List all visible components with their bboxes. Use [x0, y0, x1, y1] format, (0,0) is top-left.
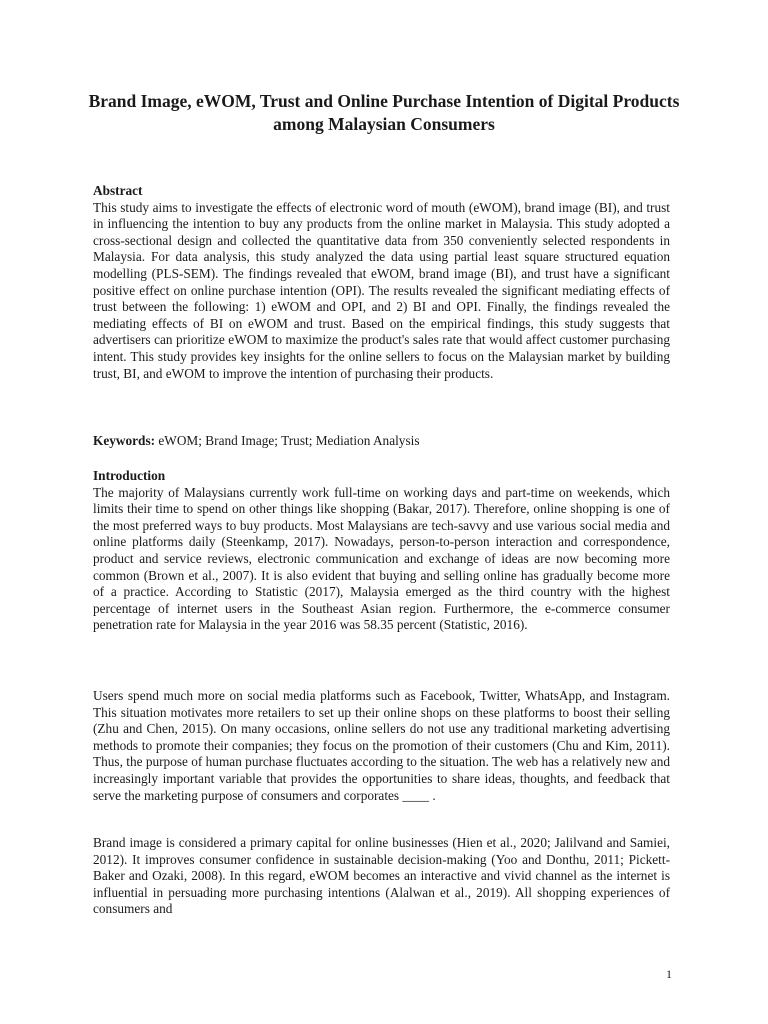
keywords-line — [93, 433, 670, 450]
paper-title: Brand Image, eWOM, Trust and Online Purchase Intention of Digital Products among Malaysian Consumers — [88, 91, 680, 134]
abstract-heading: Abstract — [93, 183, 143, 198]
keywords-text: eWOM; Brand Image; Trust; Mediation Analysis — [155, 433, 420, 448]
page-number: 1 — [666, 967, 672, 981]
paragraph-block — [93, 835, 670, 918]
abstract-text: This study aims to investigate the effects of electronic word of mouth (eWOM), brand image (BI), and trust in influencing the intention to buy any products from the online market in Malaysia. This study adopted a cross-sectional design and collected the quantitative data from 350 conveniently selected respondents in Malaysia. For data analysis, this study analyzed the data using partial least square structured equation modelling (PLS-SEM). The findings revealed that eWOM, brand image (BI), and trust have a significant positive effect on online purchase intention (OPI). The results revealed the significant mediating effects of trust between the following: 1) eWOM and OPI, and 2) BI and OPI. Finally, the findings revealed the mediating effects of BI on eWOM and trust. Based on the empirical findings, this study suggests that advertisers can prioritize eWOM to maximize the product's sales rate that would affect customer purchasing intent. This study provides key insights for the online sellers to focus on the Malaysian market by building trust, BI, and eWOM to improve the intention of purchasing their products. — [93, 199, 670, 381]
introduction-paragraph: Brand image is considered a primary capital for online businesses (Hien et al., 2020; Jalilvand and Samiei, 2012). It improves consumer confidence in sustainable decision-making (Yoo and Donthu, 2011; Pickett-Baker and Ozaki, 2008). In this regard, eWOM becomes an interactive and vivid channel as the internet is influential in persuading more purchasing intentions (Alalwan et al., 2019). All shopping experiences of consumers and — [93, 835, 670, 917]
introduction-paragraph: Users spend much more on social media platforms such as Facebook, Twitter, WhatsApp, and Instagram. This situation motivates more retailers to set up their online shops on these platforms to boost their selling (Zhu and Chen, 2015). On many occasions, online sellers do not use any traditional marketing advertising methods to promote their companies; they focus on the promotion of their customers (Chu and Kim, 2011). Thus, the purpose of human purchase fluctuates according to the situation. The web has a relatively new and increasingly important variable that provides the opportunities to share ideas, thoughts, and feedback that serve the marketing purpose of consumers and corporates ____ . — [93, 688, 670, 803]
introduction-paragraph: The majority of Malaysians currently work full-time on working days and part-time on weekends, which limits their time to spend on other things like shopping (Bakar, 2017). Therefore, online shopping is one of the most preferred ways to buy products. Most Malaysians are tech-savvy and use various social media and online platforms daily (Steenkamp, 2017). Nowadays, person-to-person interaction and correspondence, product and service reviews, electronic communication and exchange of ideas are now becoming more common (Brown et al., 2007). It is also evident that buying and selling online has gradually become more of a practice. According to Statistic (2017), Malaysia emerged as the third country with the highest percentage of internet users in the Southeast Asian region. Furthermore, the e-commerce consumer penetration rate for Malaysia in the year 2016 was 58.35 percent (Statistic, 2016). — [93, 484, 670, 633]
introduction-section — [93, 468, 670, 634]
keywords-label: Keywords: — [93, 433, 156, 448]
paragraph-block — [93, 688, 670, 804]
introduction-heading: Introduction — [93, 468, 166, 483]
abstract-section — [93, 183, 670, 382]
